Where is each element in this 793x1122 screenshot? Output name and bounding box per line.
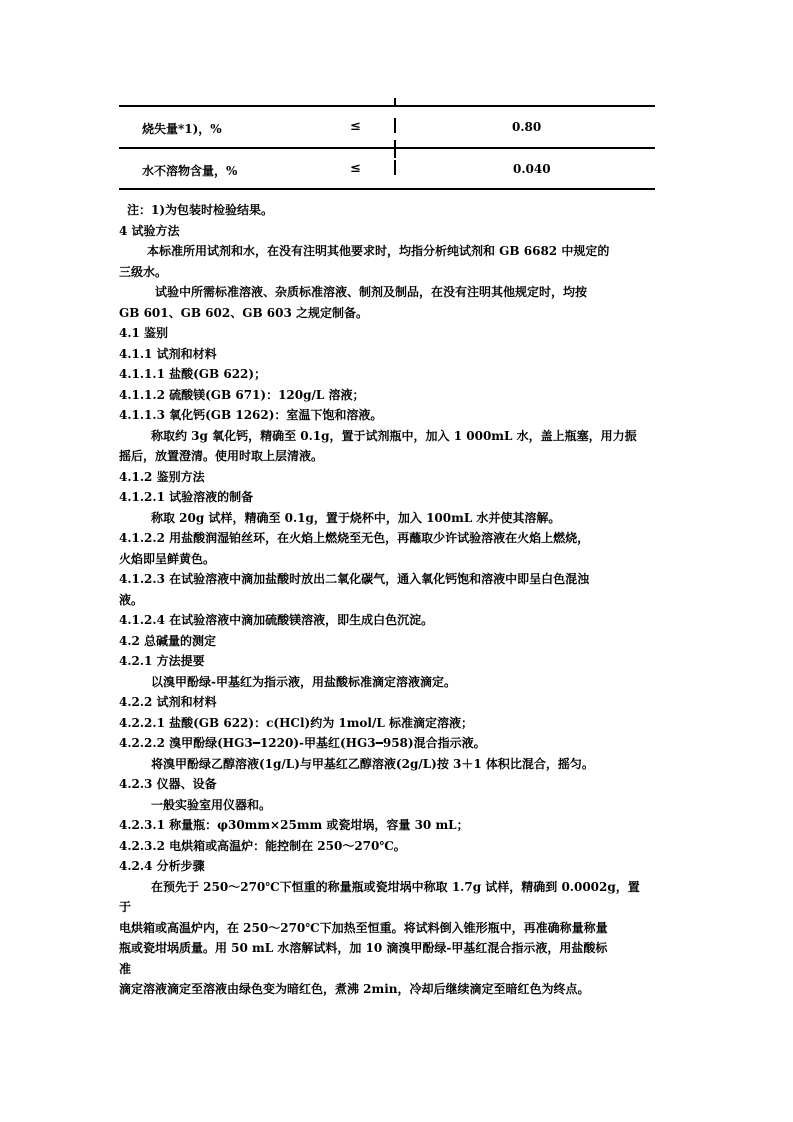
- row-2-operator: ≤: [350, 161, 361, 176]
- section-heading-4-2-1: 4.2.1 方法提要: [119, 654, 205, 668]
- clause-4-1-1-1: 4.1.1.1 盐酸(GB 622)；: [119, 367, 267, 381]
- row-1-operator: ≤: [350, 119, 361, 134]
- clause-4-1-2-2: 4.1.2.2 用盐酸润湿铂丝环，在火焰上燃烧至无色，再蘸取少许试验溶液在火焰上燃烧，: [119, 531, 590, 545]
- clause-4-2-3-1: 4.2.3.1 称量瓶：φ30mm×25mm 或瓷坩埚，容量 30 mL；: [119, 818, 469, 832]
- table-column-divider: [394, 118, 396, 133]
- row-2-value: 0.040: [513, 162, 551, 176]
- clause-4-1-1-3: 4.1.1.3 氧化钙(GB 1262)：室温下饱和溶液。: [119, 408, 383, 422]
- paragraph-line: 在预先于 250～270℃下恒重的称量瓶或瓷坩埚中称取 1.7g 试样，精确到 0.0002g，置: [151, 879, 640, 894]
- table-column-divider: [394, 140, 396, 158]
- document-body: [119, 200, 679, 1000]
- row-1-name: 烧失量*1)，%: [142, 122, 222, 136]
- paragraph-line: 称取约 3g 氧化钙，精确至 0.1g，置于试剂瓶中，加入 1 000mL 水，盖上瓶塞，用力振: [151, 428, 637, 443]
- paragraph-line: 摇后，放置澄清。使用时取上层清液。: [119, 449, 324, 463]
- paragraph-line: 试验中所需标准溶液、杂质标准溶液、制剂及制品，在没有注明其他规定时，均按: [155, 285, 588, 299]
- table-footnote: 注：1)为包装时检验结果。: [127, 203, 274, 217]
- paragraph-line: 本标准所用试剂和水，在没有注明其他要求时，均指分析纯试剂和 GB 6682 中规定的: [147, 244, 610, 258]
- section-heading-4-2-4: 4.2.4 分析步骤: [119, 859, 205, 873]
- section-heading-4-1: 4.1 鉴别: [119, 326, 169, 340]
- table-column-divider: [394, 98, 396, 106]
- paragraph-line: 液。: [119, 592, 144, 607]
- clause-4-1-2-4: 4.1.2.4 在试验溶液中滴加硫酸镁溶液，即生成白色沉淀。: [119, 613, 434, 627]
- paragraph-line: 滴定溶液滴定至溶液由绿色变为暗红色，煮沸 2min，冷却后继续滴定至暗红色为终点。: [119, 982, 590, 996]
- section-heading-4-1-1: 4.1.1 试剂和材料: [119, 346, 217, 361]
- paragraph-line: 三级水。: [119, 264, 168, 279]
- clause-4-2-3-2: 4.2.3.2 电烘箱或高温炉：能控制在 250～270℃。: [119, 838, 406, 853]
- paragraph-line: 以溴甲酚绿-甲基红为指示液，用盐酸标准滴定溶液滴定。: [151, 674, 456, 689]
- paragraph-line: 火焰即呈鲜黄色。: [119, 551, 216, 566]
- paragraph-line: 一般实验室用仪器和。: [151, 797, 272, 812]
- row-1-value: 0.80: [512, 120, 542, 134]
- table-column-divider: [394, 160, 396, 175]
- table-rule-bottom: [119, 188, 655, 190]
- paragraph-line: 电烘箱或高温炉内，在 250～270℃下加热至恒重。将试料倒入锥形瓶中，再准确称量称量: [119, 920, 608, 935]
- table-rule-top: [119, 105, 655, 107]
- clause-4-2-2-1: 4.2.2.1 盐酸(GB 622)：c(HCl)约为 1mol/L 标准滴定溶液；: [119, 715, 473, 730]
- row-2-name: 水不溶物含量，%: [142, 164, 238, 178]
- paragraph-line: 瓶或瓷坩埚质量。用 50 mL 水溶解试料，加 10 滴溴甲酚绿-甲基红混合指示液，用盐酸标: [119, 941, 608, 955]
- paragraph-line: GB 601、GB 602、GB 603 之规定制备。: [119, 305, 369, 320]
- clause-4-1-2-3: 4.1.2.3 在试验溶液中滴加盐酸时放出二氧化碳气，通入氧化钙饱和溶液中即呈白色混浊: [119, 572, 590, 586]
- paragraph-line: 准: [119, 961, 132, 976]
- spec-table: [119, 98, 655, 192]
- clause-4-2-2-2: 4.2.2.2 溴甲酚绿(HG3━1220)-甲基红(HG3━958)混合指示液。: [119, 736, 486, 750]
- section-heading-4-2: 4.2 总碱量的测定: [119, 633, 217, 648]
- table-rule-middle: [119, 147, 655, 149]
- paragraph-line: 称取 20g 试样，精确至 0.1g，置于烧杯中，加入 100mL 水并使其溶解。: [151, 510, 561, 525]
- paragraph-line: 将溴甲酚绿乙醇溶液(1g/L)与甲基红乙醇溶液(2g/L)按 3＋1 体积比混合，摇匀。: [151, 756, 594, 771]
- section-heading-4-2-2: 4.2.2 试剂和材料: [119, 695, 217, 709]
- clause-4-1-1-2: 4.1.1.2 硫酸镁(GB 671)：120g/L 溶液；: [119, 387, 365, 402]
- paragraph-line: 于: [119, 900, 132, 914]
- clause-4-1-2-1: 4.1.2.1 试验溶液的制备: [119, 490, 254, 504]
- section-heading-4: 4 试验方法: [119, 223, 180, 238]
- section-heading-4-2-3: 4.2.3 仪器、设备: [119, 777, 217, 791]
- section-heading-4-1-2: 4.1.2 鉴别方法: [119, 469, 205, 484]
